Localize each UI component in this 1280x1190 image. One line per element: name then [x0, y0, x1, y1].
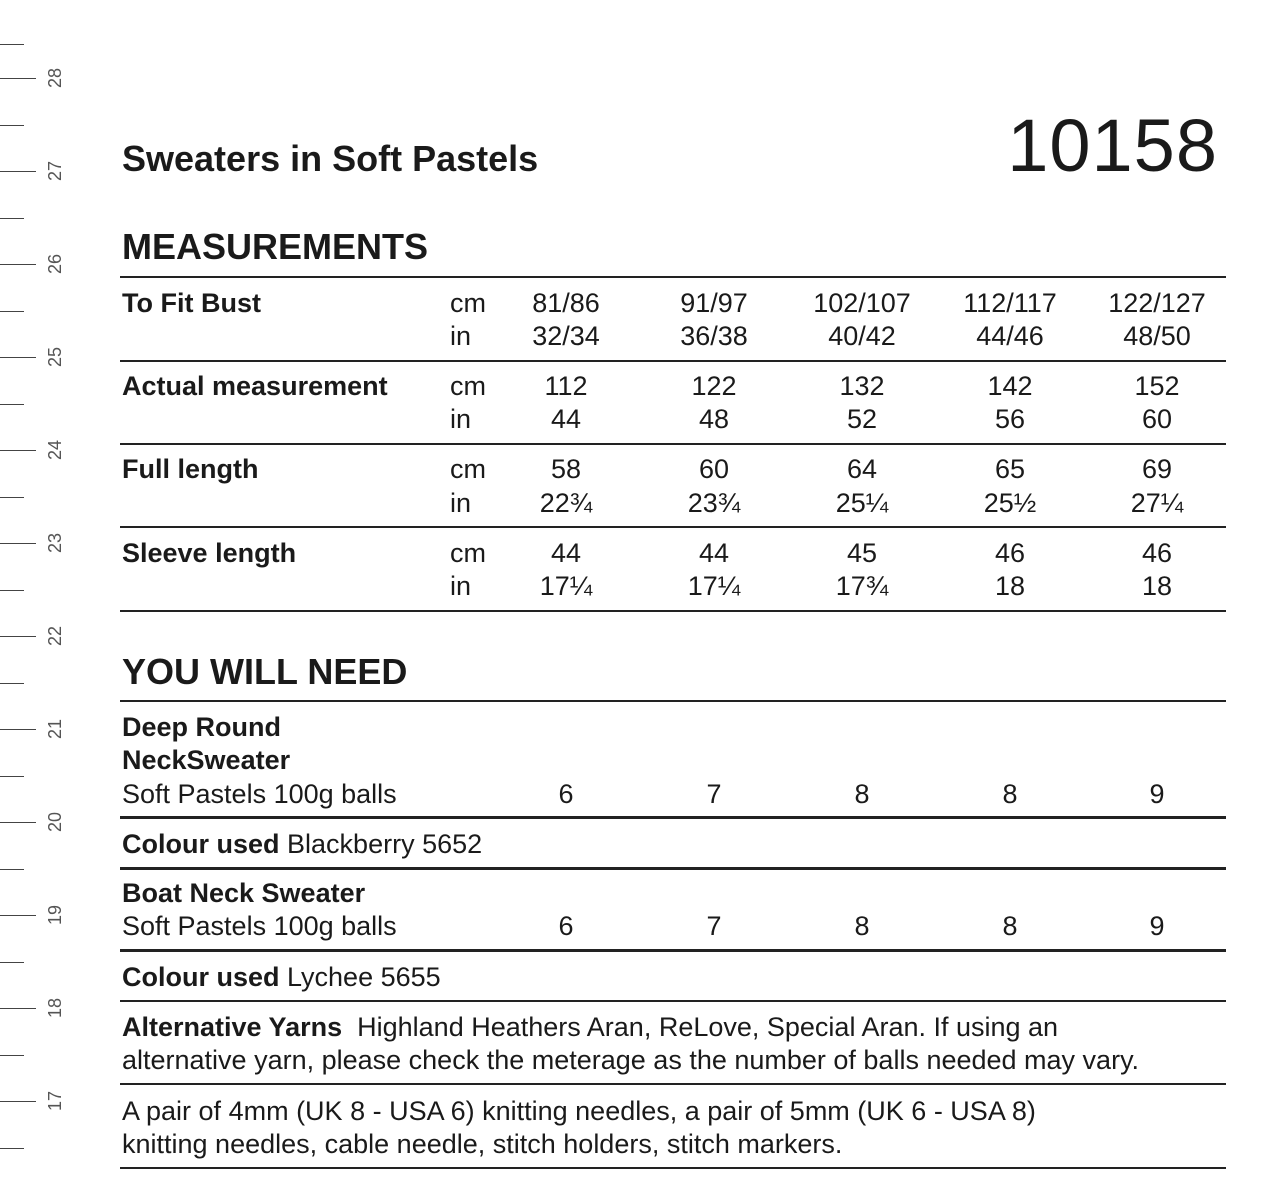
measurements-heading: MEASUREMENTS [122, 226, 429, 267]
value-cell: 58 [550, 454, 582, 484]
sweater2-yarn: Soft Pastels 100g balls [122, 911, 397, 941]
value-cell: 32/34 [532, 321, 600, 351]
value-cell: 25½ [983, 488, 1037, 518]
value-cell: 102/107 [813, 288, 911, 318]
ruler-minor-tick [0, 497, 24, 498]
ruler-major-tick [0, 636, 36, 637]
ruler-minor-tick [0, 962, 24, 963]
value-cell: 18 [994, 571, 1026, 601]
ball-count: 8 [854, 779, 870, 809]
ruler-label: 28 [45, 67, 65, 89]
ball-count: 9 [1149, 779, 1165, 809]
value-cell: 152 [1134, 371, 1180, 401]
ruler-minor-tick [0, 683, 24, 684]
ruler-label: 20 [45, 811, 65, 833]
value-cell: 17¼ [539, 571, 593, 601]
colour-label: Colour used [122, 962, 280, 992]
ruler-major-tick [0, 1101, 36, 1102]
value-cell: 44 [550, 404, 582, 434]
value-cell: 112/117 [963, 288, 1057, 318]
needles-line1: A pair of 4mm (UK 8 - USA 6) knitting needles, a pair of 5mm (UK 6 - USA 8) [122, 1096, 1036, 1126]
ruler-label: 21 [45, 718, 65, 740]
ball-count: 8 [1002, 911, 1018, 941]
ruler-minor-tick [0, 1055, 24, 1056]
divider [120, 1000, 1226, 1002]
divider [120, 443, 1226, 445]
sweater2-name: Boat Neck Sweater [122, 878, 366, 908]
sweater1-name-line2: NeckSweater [122, 745, 291, 775]
divider [120, 700, 1226, 702]
you-will-need-heading: YOU WILL NEED [122, 651, 408, 692]
ruler-major-tick [0, 264, 36, 265]
row-label: Full length [122, 454, 259, 484]
value-cell: 112 [544, 371, 588, 401]
ruler-label: 27 [45, 160, 65, 182]
ruler-minor-tick [0, 404, 24, 405]
colour-label: Colour used [122, 829, 280, 859]
divider [120, 1083, 1226, 1085]
ball-count: 7 [706, 779, 722, 809]
ruler-label: 23 [45, 532, 65, 554]
divider [120, 610, 1226, 612]
value-cell: 45 [846, 538, 878, 568]
value-cell: 142 [987, 371, 1033, 401]
alternative-yarns-line1 [122, 1011, 1222, 1044]
value-cell: 27¼ [1130, 488, 1184, 518]
ball-count: 8 [854, 911, 870, 941]
row-label: Sleeve length [122, 538, 297, 568]
value-cell: 48 [698, 404, 730, 434]
sweater1-name: Deep Round [122, 712, 281, 742]
colour-used-1 [122, 828, 1222, 861]
sweater1-yarn: Soft Pastels 100g balls [122, 779, 397, 809]
ruler-major-tick [0, 822, 36, 823]
ball-count: 8 [1002, 779, 1018, 809]
ruler-label: 26 [45, 253, 65, 275]
value-cell: 69 [1141, 454, 1173, 484]
ruler-major-tick [0, 915, 36, 916]
unit-cm: cm [450, 288, 486, 318]
value-cell: 46 [994, 538, 1026, 568]
ruler-minor-tick [0, 125, 24, 126]
ruler-major-tick [0, 450, 36, 451]
value-cell: 17¾ [835, 571, 889, 601]
value-cell: 44 [698, 538, 730, 568]
ruler-minor-tick [0, 590, 24, 591]
value-cell: 23¾ [687, 488, 741, 518]
value-cell: 60 [1141, 404, 1173, 434]
unit-in: in [450, 571, 472, 601]
value-cell: 44 [550, 538, 582, 568]
value-cell: 56 [994, 404, 1026, 434]
alternative-yarns-text: Highland Heathers Aran, ReLove, Special Aran. If using an [357, 1012, 1059, 1042]
value-cell: 65 [994, 454, 1026, 484]
ball-count: 7 [706, 911, 722, 941]
row-label: To Fit Bust [122, 288, 261, 318]
divider [120, 1167, 1226, 1169]
ball-count: 6 [558, 911, 574, 941]
ruler-minor-tick [0, 776, 24, 777]
ruler-label: 19 [45, 904, 65, 926]
value-cell: 44/46 [976, 321, 1044, 351]
value-cell: 64 [846, 454, 878, 484]
alternative-yarns-label: Alternative Yarns [122, 1012, 343, 1042]
pattern-number: 10158 [1007, 104, 1218, 187]
value-cell: 36/38 [680, 321, 748, 351]
value-cell: 25¼ [835, 488, 889, 518]
ruler-major-tick [0, 729, 36, 730]
ball-count: 6 [558, 779, 574, 809]
ruler-major-tick [0, 171, 36, 172]
ruler-label: 25 [45, 346, 65, 368]
divider [120, 867, 1226, 870]
ruler-minor-tick [0, 311, 24, 312]
value-cell: 122/127 [1108, 288, 1206, 318]
value-cell: 18 [1141, 571, 1173, 601]
ruler-major-tick [0, 357, 36, 358]
divider [120, 816, 1226, 819]
ruler-label: 22 [45, 625, 65, 647]
alternative-yarns-line2: alternative yarn, please check the meterage as the number of balls needed may vary. [122, 1045, 1140, 1075]
value-cell: 40/42 [828, 321, 896, 351]
ruler-major-tick [0, 543, 36, 544]
ruler-minor-tick [0, 218, 24, 219]
value-cell: 122 [691, 371, 737, 401]
unit-cm: cm [450, 371, 486, 401]
ball-count: 9 [1149, 911, 1165, 941]
ruler-minor-tick [0, 1148, 24, 1149]
value-cell: 22¾ [539, 488, 593, 518]
unit-cm: cm [450, 538, 486, 568]
colour-used-2 [122, 961, 1222, 994]
value-cell: 60 [698, 454, 730, 484]
colour-value: Blackberry 5652 [287, 829, 483, 859]
page-title: Sweaters in Soft Pastels [122, 138, 539, 179]
row-label: Actual measurement [122, 371, 388, 401]
value-cell: 91/97 [680, 288, 748, 318]
unit-in: in [450, 321, 472, 351]
value-cell: 46 [1141, 538, 1173, 568]
ruler-label: 17 [45, 1090, 65, 1112]
alternative-yarns [122, 1011, 1222, 1077]
ruler-major-tick [0, 78, 36, 79]
divider [120, 276, 1226, 278]
unit-in: in [450, 404, 472, 434]
ruler-major-tick [0, 1008, 36, 1009]
ruler-label: 24 [45, 439, 65, 461]
measuring-ruler [0, 0, 80, 1190]
divider [120, 360, 1226, 362]
needles-info [122, 1095, 1222, 1161]
value-cell: 17¼ [687, 571, 741, 601]
ruler-minor-tick [0, 44, 24, 45]
value-cell: 81/86 [532, 288, 600, 318]
ruler-label: 18 [45, 997, 65, 1019]
divider [120, 949, 1226, 952]
unit-in: in [450, 488, 472, 518]
unit-cm: cm [450, 454, 486, 484]
value-cell: 132 [839, 371, 885, 401]
ruler-minor-tick [0, 869, 24, 870]
value-cell: 48/50 [1123, 321, 1191, 351]
needles-line2: knitting needles, cable needle, stitch holders, stitch markers. [122, 1129, 843, 1159]
colour-value: Lychee 5655 [287, 962, 441, 992]
value-cell: 52 [846, 404, 878, 434]
divider [120, 526, 1226, 528]
